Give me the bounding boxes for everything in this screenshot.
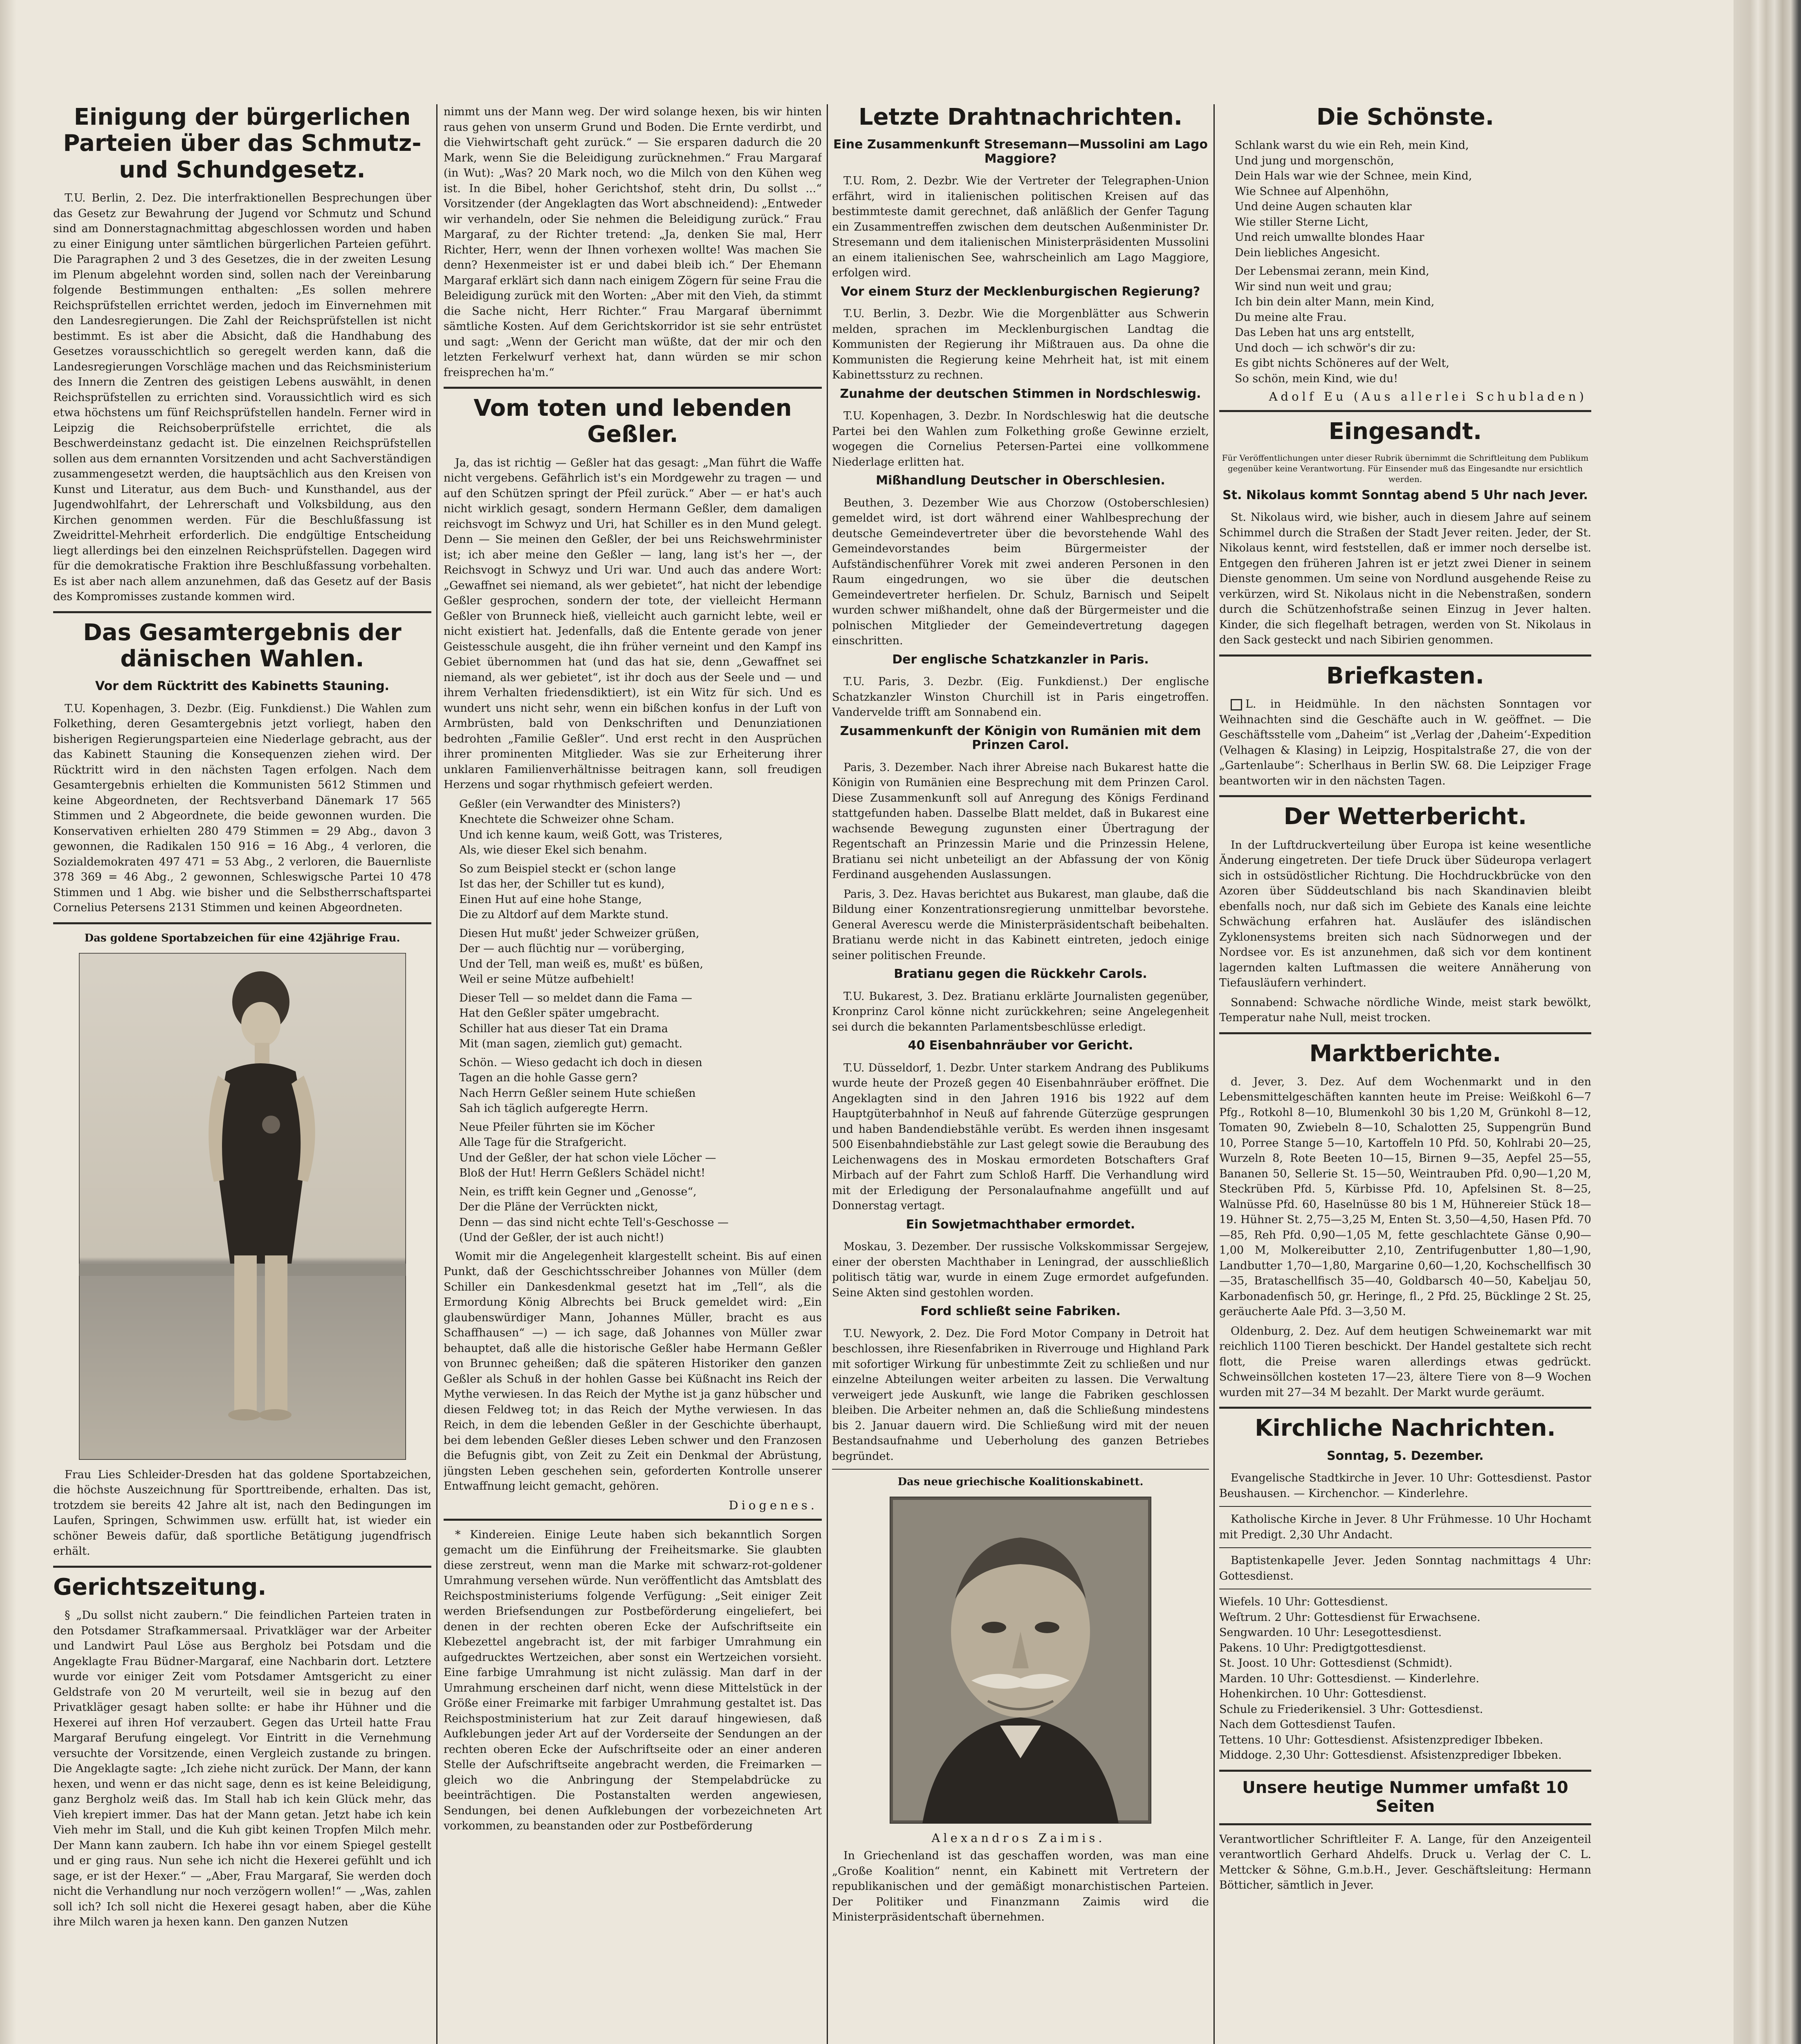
- news-subheadline: Der englische Schatzkanzler in Paris.: [892, 652, 1149, 667]
- section-divider: [1219, 654, 1591, 657]
- poem-stanza: Geßler (ein Verwandter des Ministers?) Knechtete die Schweizer ohne Scham. Und ich kenne kaum, weiß Gott, was Tristeres, Als, wie dieser Ekel sich benahm.: [459, 798, 723, 857]
- article-headline-daenische-wahlen: Das Gesamtergebnis der dänischen Wahlen.: [83, 619, 401, 672]
- article-body-nikolaus: St. Nikolaus wird, wie bisher, auch in diesem Jahre auf seinem Schimmel durch die Straßen der Stadt Jever reiten. Jeder, der St. Nikolaus kennt, wird feststellen, daß er immer noch derselbe ist. Entgegen den früheren Jahren ist er jetzt zwei Diener in seinem Dienste genommen. Um seine von Nordlund ausgehende Reise zu verkürzen, wird St. Nikolaus nicht in die Nebenstraßen, sondern durch die Schützenhofstraße seinen Einzug in Jever halten. Kinder, die sich flegelhaft betragen, werden von St. Nikolaus in den Sack gesteckt und nach Sibirien genommen.: [1219, 511, 1591, 647]
- section-divider: [1219, 1770, 1591, 1772]
- section-headline-wetterbericht: Der Wetterbericht.: [1283, 803, 1527, 830]
- article-body-marktbericht-jever: d. Jever, 3. Dez. Auf dem Wochenmarkt und in den Lebensmittelgeschäften kannten heute im Preise: Weißkohl 6—7 Pfg., Rotkohl 8—10, Blumenkohl 30 bis 1,20 M, Grünkohl 8—12, Tomaten 90, Zwiebeln 8—10, Schalotten 25, Suppengrün Bund 10, Porree Stange 5—10, Kartoffeln 10 Pfd. 50, Kohlrabi 20—25, Wurzeln 8, Rote Beeten 10—15, Birnen 9—35, Aepfel 25—55, Bananen 50, Sellerie St. 15—50, Weintrauben Pfd. 0,90—1,20 M, Steckrüben Pfd. 5, Kürbisse Pfd. 10, Apfelsinen St. 8—25, Walnüsse Pfd. 60, Haselnüsse 80 bis 1 M, Hühnereier Stück 18—19. Hühner St. 2,75—3,25 M, Enten St. 3,50—4,50, Hasen Pfd. 70—85, Reh Pfd. 0,90—1,05 M, fette geschlachtete Gänse 0,90—1,00 M, Molkereibutter 2,10, Zentrifugenbutter 1,80—1,90, Landbutter 1,70—1,80, Margarine 0,60—1,20, Kochschellfisch 30—35, Brataschellfisch 35—40, Goldbarsch 40—50, Kabeljau 50, Karbonadenfisch 50, gr. Heringe, fl., 2 Pfd. 25, Bücklinge 2 St. 25, geräucherte Aale Pfd. 3—3,50 M.: [1219, 1075, 1591, 1318]
- photo-title-sportabzeichen: Das goldene Sportabzeichen für eine 42jährige Frau.: [84, 932, 400, 944]
- news-item: T.U. Newyork, 2. Dez. Die Ford Motor Company in Detroit hat beschlossen, ihre Riesenfabriken in Riverrouge und Highland Park mit sofortiger Wirkung für unbestimmte Zeit zu schließen und nur einzelne Abteilungen weiter arbeiten zu lassen. Die Verwaltung verweigert jede Auskunft, wie lange die Fabriken geschlossen bleiben. Die Arbeiter nehmen an, daß die Schließung mindestens bis 2. Januar dauern wird. Die Schließung wird mit der neuen Bestandsaufnahme und Ueberholung des ganzen Betriebes begründet.: [832, 1327, 1209, 1463]
- article-headline-gessler: Vom toten und lebenden Geßler.: [473, 395, 792, 448]
- imprint: Verantwortlicher Schriftleiter F. A. Lange, für den Anzeigenteil verantwortlich Gerhard Ahdelfs. Druck u. Verlag der C. L. Mettcker & Söhne, G.m.b.H., Jever. Geschäftsleitung: Hermann Bötticher, sämtlich in Jever.: [1219, 1833, 1591, 1892]
- column-3: [832, 104, 1209, 2044]
- poem-stanza: Dieser Tell — so meldet dann die Fama — Hat den Geßler später umgebracht. Schiller hat aus dieser Tat ein Drama Mit (man sagen, ziemlich gut) gemacht.: [459, 991, 693, 1051]
- poem-author: Adolf Eu (Aus allerlei Schubladen): [1269, 390, 1587, 404]
- section-divider: [832, 1469, 1209, 1470]
- column-2: [444, 104, 822, 2044]
- article-subheadline: Vor dem Rücktritt des Kabinetts Stauning.: [95, 679, 390, 694]
- section-headline-kirchliche-nachrichten: Kirchliche Nachrichten.: [1255, 1415, 1556, 1442]
- photo-portrait: [890, 1497, 1151, 1824]
- article-body-gerichtszeitung: § „Du sollst nicht zaubern.“ Die feindlichen Parteien traten in den Potsdamer Strafkammersaal. Privatkläger war der Arbeiter und Landwirt Paul Löse aus Bergholz bei Potsdam und die Angeklagte Frau Büdner-Margaraf, eine Nachbarin dort. Letztere wurde vor einiger Zeit vom Potsdamer Amtsgericht zu einer Geldstrafe von 20 M verurteilt, weil sie in bezug auf den Privatkläger gesagt haben sollte: er habe ihr Hühner und die Hexerei auf ihren Hof verzaubert. Gegen das Urteil hatte Frau Margaraf Berufung eingelegt. Vor Eintritt in die Vernehmung versuchte der Vorsitzende, einen Vergleich zustande zu bringen. Die Angeklagte sagte: „Ich ziehe nicht zurück. Der Mann, der kann hexen, und wenn er das nicht sage, denn es ist keine Beleidigung, ganz Bergholz weiß das. Im Stall hab ich kein Glück mehr, das Vieh krepiert immer. Das hat der Mann getan. Jetzt habe ich kein Vieh mehr im Stall, und die Kuh gibt keinen Tropfen Milch mehr. Der Mann kann zaubern. Ich habe ihn vor einem Spiegel gestellt und er ging raus. Nun sehe ich nicht die Hexerei gefühlt und ich sage, er ist der Hexer.“ — „Aber, Frau Margaraf, Sie werden doch nicht die Verhandlung nur noch verzögern wollen!“ — „Was, zahlen soll ich? Ich soll nicht die Hexerei gesagt haben, aber die Kühe ihre Milch waren ja hexen kann. Den ganzen Nutzen: [53, 1609, 431, 1929]
- section-divider: [1219, 410, 1591, 412]
- article-body-gessler: Ja, das ist richtig — Geßler hat das gesagt: „Man führt die Waffe nicht vergebens. Gefährlich ist's ein Mordgewehr zu tragen — und auf den Schützen springt der Pfeil zurück.“ Aber — er hat's auch nicht wirklich gesagt, sondern Hermann Geßler, dem damaligen reichsvogt im Schwyz und Uri, hat Schiller es in den Mund gelegt. Denn — Sie meinen den Geßler, der bei uns Reichswehrminister ist; ich aber meine den Geßler — lang, lang ist's her —, der Reichsvogt in Schwyz und Uri war. Und auch das andere Wort: „Gewaffnet sei niemand, als wer gebietet“, hat nicht der lebendige Geßler gesprochen, sondern der tote, der vielleicht Hermann Geßler von Brunneck hieß, vielleicht auch garnicht lebte, weil er nicht existiert hat. Jedenfalls, daß die Entente gerade von jener Geistesschule ausgeht, die ihn früher verneint und den Kampf ins Gebiet übernommen hat (und das hat sie, denn „Gewaffnet sei niemand, als wer gebietet“, ist ihr doch aus der Seele und — und ihrem Verhalten friedensdiktiert), ist ein Witz für sich. Und es wundert uns nicht sehr, wenn ein bißchen konfus in der Luft von Armbrüsten, bald von Denkschriften und Denunziationen bedrohten „Familie Geßler“. Und erst recht in den Ausprüchen ihrer prominenten Mitglieder. Was sie zur Erheiterung ihrer unklaren Familienverhältnisse beitragen kann, soll freudigen Herzens und sogar rhythmisch gefeiert werden.: [444, 456, 822, 791]
- issue-page-count: Unsere heutige Nummer umfaßt 10 Seiten: [1242, 1778, 1568, 1816]
- photo-caption-name: Alexandros Zaimis.: [931, 1831, 1106, 1845]
- article-body-briefkasten: [1219, 697, 1591, 789]
- news-item: T.U. Rom, 2. Dezbr. Wie der Vertreter der Telegraphen-Union erfährt, wird in italienischen politischen Kreisen auf das bestimmteste damit gerechnet, daß anläßlich der Genfer Tagung ein Zusammentreffen zwischen dem deutschen Außenminister Dr. Stresemann und dem italienischen Ministerpräsidenten Mussolini an einem italienischen See, wahrscheinlich am Lago Maggiore, erfolgen wird.: [832, 175, 1209, 280]
- briefkasten-text: L. in Heidmühle. In den nächsten Sonntagen vor Weihnachten sind die Geschäfte auch in W. geöffnet. — Die Geschäftsstelle vom „Daheim“ ist „Verlag der ‚Daheim‘-Expedition (Velhagen & Klasing) in Leipzig, Hospitalstraße 27, die von der „Gartenlaube“: Scherlhaus in Berlin SW. 68. Die Leipziger Frage beantworten wir in den nächsten Tagen.: [1219, 698, 1591, 787]
- news-subheadline: Eine Zusammenkunft Stresemann—Mussolini am Lago Maggiore?: [833, 137, 1208, 166]
- poem-title-die-schoenste: Die Schönste.: [1316, 104, 1494, 130]
- article-body-kindereien: * Kindereien. Einige Leute haben sich bekanntlich Sorgen gemacht um die Einführung der Freiheitsmarke. Sie glaubten diese zerstreut, wenn man die Marke mit schwarz-rot-goldener Umrahmung versehen würde. Nun veröffentlicht das Amtsblatt des Reichspostministeriums folgende Verfügung: „Seit einiger Zeit werden Briefsendungen zur Postbeförderung eingeliefert, bei denen in der rechten oberen Ecke der Aufschriftseite ein Klebezettel angebracht ist, der mit farbiger Umrahmung ein aufgedrucktes Wertzeichen, aber sonst ein Wertzeichen vorsieht. Eine farbige Umrahmung ist nicht zulässig. Man darf in der Umrahmung erscheinen darf nicht, wenn diese Mittelstück in der Größe einer Freimarke mit farbiger Umrahmung gestaltet ist. Das Reichspostministerium hat zur Zeit darauf hingewiesen, daß Aufklebungen jeder Art auf der Vorderseite der Sendungen an der rechten oberen Ecke der Aufschriftseite oder an einer anderen Stelle der Aufschriftseite angebracht werden, die Freimarken — gleich wo die Anbringung der Stempelabdrücke zu beeinträchtigen. Die Postanstalten werden angewiesen, Sendungen, bei denen Aufklebungen der vorbezeichneten Art vorkommen, zu beanstanden oder zur Postbeförderung: [444, 1528, 822, 1833]
- news-item: T.U. Bukarest, 3. Dez. Bratianu erklärte Journalisten gegenüber, Kronprinz Carol könne nicht zurückkehren; seine Angelegenheit sei durch die bekannten Parlamentsbeschlüsse erledigt.: [832, 990, 1209, 1033]
- news-item: Moskau, 3. Dezember. Der russische Volkskommissar Sergejew, einer der obersten Machthaber in Leningrad, der ausschließlich politisch tätig war, wurde in einem Zuge ermordet aufgefunden. Seine Akten sind gestohlen worden.: [832, 1240, 1209, 1299]
- poem-stanza: Schön. — Wieso gedacht ich doch in diesen Tagen an die hohle Gasse gern? Nach Herrn Geßler seinem Hute schießen Sah ich täglich aufgeregte Herrn.: [459, 1056, 702, 1115]
- section-headline-briefkasten: Briefkasten.: [1326, 662, 1485, 689]
- news-item: Paris, 3. Dezember. Nach ihrer Abreise nach Bukarest hatte die Königin von Rumänien eine Besprechung mit dem Prinzen Carol. Diese Zusammenkunft soll auf Anregung des Königs Ferdinand stattgefunden haben. Dasselbe Blatt meldet, daß in Bukarest eine wachsende Bewegung zugunsten einer Übertragung der Regentschaft an Prinzessin Marie und die Prinzessin Helene, Bratianu sei nicht unbeteiligt an der Abfassung der von König Ferdinand ausgehenden Auslassungen.: [832, 761, 1209, 881]
- photo-swimmer: [79, 953, 406, 1460]
- article-body-schundgesetz: T.U. Berlin, 2. Dez. Die interfraktionellen Besprechungen über das Gesetz zur Bewahrung der Jugend vor Schmutz und Schund sind am Donnerstagnachmittag abgeschlossen worden und haben zu einer Einigung unter sämtlichen bürgerlichen Parteien geführt. Die Paragraphen 2 und 3 des Gesetzes, die in der zweiten Lesung im Plenum abgelehnt worden sind, sollen nach der Vereinbarung folgende Bestimmungen enthalten: „Es sollen mehrere Reichsprüfstellen errichtet werden, jedoch im Einvernehmen mit den Landesregierungen. Die Zahl der Reichsprüfstellen ist nicht bestimmt. Es ist aber die Absicht, daß die Handhabung des Gesetzes vorausschichtlich so geregelt werden kann, daß die Landesregierungen Vorschläge machen und das Reichsministerium des Innern die Zentren des geistigen Lebens auswählt, in denen Reichsprüfstellen zu errichten sind. Voraussichtlich wird es sich etwa höchstens um fünf Reichsprüfstellen handeln. Ferner wird in Leipzig die Reichsoberprüfstelle errichtet, die als Beschwerdeinstanz gedacht ist. Die einzelnen Reichsprüfstellen sollen aus dem ernannten Vorsitzenden und acht Sachverständigen zusammengesetzt werden, die hauptsächlich aus den Kreisen von Kunst und Literatur, aus dem Buch- und Kunsthandel, aus der Jugendwohlfahrt, der Lehrerschaft und Volksbildung, aus den Kirchen genommen werden. Für die Beschlußfassung ist Zweidrittel-Mehrheit erforderlich. Die endgültige Entscheidung liegt allerdings bei den einzelnen Reichsprüfstellen. Dagegen wird für die demokratische Fraktion ihre Beschlußfassung vorbehalten. Es ist aber nach allem anzunehmen, daß das Gesetz auf der Basis des Kompromisses zustande kommen wird.: [53, 192, 431, 603]
- news-subheadline: 40 Eisenbahnräuber vor Gericht.: [908, 1038, 1133, 1053]
- section-divider: [53, 922, 431, 924]
- section-divider: [444, 387, 822, 389]
- poem-stanza: Schlank warst du wie ein Reh, mein Kind, Und jung und morgenschön, Dein Hals war wie der Schnee, mein Kind, Wie Schnee auf Alpenhöhn, Und deine Augen schauten klar Wie stiller Sterne Licht, Und reich umwallte blondes Haar Dein liebliches Angesicht.: [1235, 139, 1472, 259]
- news-item: T.U. Kopenhagen, 3. Dezbr. In Nordschleswig hat die deutsche Partei bei den Wahlen zum Folkething große Gewinne erzielt, wogegen die Cornelius Petersen-Partei eine vollkommene Niederlage erlitten hat.: [832, 410, 1209, 468]
- section-divider: [53, 611, 431, 613]
- section-divider: [1219, 1407, 1591, 1409]
- disclaimer-eingesandt: Für Veröffentlichungen unter dieser Rubrik übernimmt die Schriftleitung dem Publikum gegenüber keine Verantwortung. Für Einsender muß das Eingesandte nur ersichtlich werden.: [1222, 453, 1589, 484]
- poem-stanza: Diesen Hut mußt' jeder Schweizer grüßen, Der — auch flüchtig nur — vorüberging, Und der Tell, man weiß es, mußt' es büßen, Weil er seine Mütze aufbehielt!: [459, 927, 704, 986]
- column-rule: [1213, 104, 1215, 2044]
- column-1: [53, 104, 431, 2044]
- section-divider: [1219, 1547, 1591, 1548]
- news-item: T.U. Düsseldorf, 1. Dezbr. Unter starkem Andrang des Publikums wurde heute der Prozeß gegen 40 Eisenbahnräuber eröffnet. Die Angeklagten sind in den Jahren 1916 bis 1922 auf dem Hauptgüterbahnhof in Neuß auf fahrende Güterzüge gesprungen und haben Bandendiebstähle verübt. Es werden ihnen insgesamt 500 Eisenbahndiebstähle zur Last gelegt sowie die Beraubung des Leichenwagens des in Moskau ermordeten Botschafters Graf Mirbach auf der Fahrt zum Schloß Harff. Die Verhandlung wird mit der Erledigung der Personalaufnahme angefüllt und auf Donnerstag vertagt.: [832, 1061, 1209, 1213]
- news-subheadline: St. Nikolaus kommt Sonntag abend 5 Uhr nach Jever.: [1222, 488, 1588, 502]
- section-headline-eingesandt: Eingesandt.: [1328, 418, 1482, 445]
- section-headline-drahtnachrichten: Letzte Drahtnachrichten.: [858, 104, 1183, 130]
- checkbox-glyph: [1231, 699, 1242, 710]
- section-date: Sonntag, 5. Dezember.: [1327, 1448, 1484, 1463]
- section-divider: [1219, 1032, 1591, 1034]
- news-item: Paris, 3. Dez. Havas berichtet aus Bukarest, man glaube, daß die Bildung einer Konzentrationsregierung unmittelbar bevorstehe. General Averescu werde die Ministerpräsidentschaft beibehalten. Bratianu werde nicht in das Kabinett eintreten, jedoch einige seiner politischen Freunde.: [832, 888, 1209, 962]
- section-headline-gerichtszeitung: Gerichtszeitung.: [53, 1573, 267, 1600]
- news-subheadline: Zunahme der deutschen Stimmen in Nordschleswig.: [840, 386, 1201, 401]
- news-item: T.U. Berlin, 3. Dezbr. Wie die Morgenblätter aus Schwerin melden, sprachen im Mecklenburgischen Landtag die Kommunisten der Regierung ihr Mißtrauen aus. Da ohne die Kommunisten die Regierung keine Mehrheit hat, ist mit einem Kabinettssturz zu rechnen.: [832, 307, 1209, 382]
- church-notice-list: Wiefels. 10 Uhr: Gottesdienst. Weſtrum. 2 Uhr: Gottesdienst für Erwachsene. Sengwarden. 10 Uhr: Lesegottesdienst. Pakens. 10 Uhr: Predigtgottesdienst. St. Joost. 10 Uhr: Gottesdienst (Schmidt). Marden. 10 Uhr: Gottesdienst. — Kinderlehre. Hohenkirchen. 10 Uhr: Gottesdienst. Schule zu Friederikensiel. 3 Uhr: Gottesdienst. Nach dem Gottesdienst Taufen. Tettens. 10 Uhr: Gottesdienst. Afsistenzprediger Ibbeken. Middoge. 2,30 Uhr: Gottesdienst. Afsistenzprediger Ibbeken.: [1219, 1596, 1562, 1762]
- poem-stanza: Der Lebensmai zerann, mein Kind, Wir sind nun weit und grau; Ich bin dein alter Mann, mein Kind, Du meine alte Frau. Das Leben hat uns arg entstellt, Und doch — ich schwör's dir zu: Es gibt nichts Schöneres auf der Welt, So schön, mein Kind, wie du!: [1235, 265, 1449, 385]
- book-page-edges: [1734, 0, 1801, 2044]
- article-body-marktbericht-oldenburg: Oldenburg, 2. Dez. Auf dem heutigen Schweinemarkt war mit reichlich 1100 Tieren beschickt. Der Handel gestaltete sich recht flott, die Preise waren allerdings etwas gedrückt. Schweinsöllchen kosteten 17—23, ältere Tiere von 8—9 Wochen wurden mit 27—34 M bezahlt. Der Markt wurde geräumt.: [1219, 1325, 1591, 1399]
- column-4: [1219, 104, 1591, 2044]
- article-body-gessler-2: Womit mir die Angelegenheit klargestellt scheint. Bis auf einen Punkt, daß der Geschichtsschreiber Johannes von Müller (dem Schiller ein Dankesdenkmal gesetzt hat im „Tell“, als die Ermordung König Albrechts bei Bruck gemeldet wird: „Ein glaubenswürdiger Mann, Johannes Müller, bracht es aus Schaffhausen“ —) — ich sage, daß Johannes von Müller zwar behauptet, daß alle die historische Geßler habe Hermann Geßler von Brunnec geheißen; daß die späteren Historiker den ganzen Geßler als Schuß in der hohlen Gasse bei Küßnacht ins Reich der Mythe verwiesen. In das Reich der Mythe ist ja ganz hübscher und diesen Feldweg tot; in das Reich der Mythe verwiesen. In das Reich, in dem die lebenden Geßler in der Geschichte überhaupt, bei dem lebenden Geßler dieses Leben schwer und den Franzosen die Befugnis gibt, von Zeit zu Zeit ein Denkmal der Abrüstung, jüngsten Leben geschehen sein, geforderten Kontrolle unserer Entwaffnung leicht gemacht, gehören.: [444, 1250, 822, 1493]
- photo-title-koalitionskabinett: Das neue griechische Koalitionskabinett.: [897, 1476, 1144, 1488]
- article-body-wetterbericht: In der Luftdruckverteilung über Europa ist keine wesentliche Änderung eingetreten. Der tiefe Druck über Südeuropa verlagert sich in ostsüdöstlicher Richtung. Die Hochdruckbrücke von den Azoren über Süddeutschland bis nach Skandinavien bleibt ebenfalls noch, nur daß sich im Gebiete des Kanals eine leichte Schwächung erfahren hat. Ausläufer des isländischen Zyklonensystems breiten sich nach Südnorwegen und der Nordsee vor. Es ist anzunehmen, daß sich vor dem kontinent lagernden kalten Luftmassen die weitere Annäherung von Tiefausläufern verhindert.: [1219, 838, 1591, 990]
- news-subheadline: Ford schließt seine Fabriken.: [920, 1304, 1121, 1319]
- news-subheadline: Bratianu gegen die Rückkehr Carols.: [894, 967, 1147, 982]
- church-notice: Baptistenkapelle Jever. Jeden Sonntag nachmittags 4 Uhr: Gottesdienst.: [1219, 1554, 1591, 1582]
- church-notice: Katholische Kirche in Jever. 8 Uhr Frühmesse. 10 Uhr Hochamt mit Predigt. 2,30 Uhr Andacht.: [1219, 1513, 1591, 1541]
- poem-stanza: Nein, es trifft kein Gegner und „Genosse“, Der die Pläne der Verrückten nickt, Denn — das sind nicht echte Tell's-Geschosse — (Und der Geßler, der ist auch nicht!): [459, 1185, 729, 1244]
- article-body-daenische-wahlen: T.U. Kopenhagen, 3. Dezbr. (Eig. Funkdienst.) Die Wahlen zum Folkething, deren Gesamtergebnis jetzt vorliegt, haben den bisherigen Regierungsparteien eine Niederlage gebracht, aus der das Kabinett Stauning die Konsequenzen ziehen wird. Der Rücktritt wird in den nächsten Tagen erfolgen. Nach dem Gesamtergebnis erhielten die Kommunisten 5612 Stimmen und keine Abgeordneten, der Rechtsverband Dänemark 17 565 Stimmen und 2 Abgeordnete, die beide gewonnen wurden. Die Konservativen erhielten 280 479 Stimmen = 29 Abg., davon 3 gewonnen, die Radikalen 150 916 = 16 Abg., 4 verloren, die Sozialdemokraten 497 471 = 53 Abg., 2 verloren, die Bauernliste 378 369 = 46 Abg., 2 gewonnen, Schleswigsche Partei 10 478 Stimmen und 1 Abg. wie bisher und die Selbstherrschaftspartei Cornelius Petersens 2131 Stimmen und keinen Abgeordneten.: [53, 702, 431, 914]
- news-subheadline: Zusammenkunft der Königin von Rumänien mit dem Prinzen Carol.: [840, 724, 1201, 753]
- news-item: T.U. Paris, 3. Dezbr. (Eig. Funkdienst.) Der englische Schatzkanzler Winston Churchill ist in Paris eingetroffen. Vandervelde trifft am Sonnabend ein.: [832, 675, 1209, 719]
- poem-stanza: Neue Pfeiler führten sie im Köcher Alle Tage für die Strafgericht. Und der Geßler, der hat schon viele Löcher — Bloß der Hut! Herrn Geßlers Schädel nicht!: [459, 1121, 716, 1180]
- photo-caption-koalitionskabinett: In Griechenland ist das geschaffen worden, was man eine „Große Koalition“ nennt, ein Kabinett mit Vertretern der republikanischen und der gemäßigt monarchistischen Parteien. Der Politiker und Finanzmann Zaimis wird die Ministerpräsidentschaft übernehmen.: [832, 1849, 1209, 1924]
- poem-stanza: So zum Beispiel steckt er (schon lange Ist das her, der Schiller tut es kund), Einen Hut auf eine hohe Stange, Die zu Altdorf auf dem Markte stund.: [459, 862, 676, 921]
- news-subheadline: Mißhandlung Deutscher in Oberschlesien.: [876, 473, 1165, 488]
- article-headline-schundgesetz: Einigung der bürgerlichen Parteien über das Schmutz- und Schundgesetz.: [63, 104, 422, 183]
- column-rule: [436, 104, 437, 2044]
- photo-swimmer-image: [79, 953, 406, 1460]
- article-signature: Diogenes.: [729, 1498, 818, 1512]
- news-item: Beuthen, 3. Dezember Wie aus Chorzow (Ostoberschlesien) gemeldet wird, ist dort während einer Wahlbesprechung der deutsche Gemeindevertreter über die bevorstehende Wahl des Gemeindevorstandes beim Bürgermeister der Aufständischenführer Vorek mit zwei anderen Personen in den Raum eingedrungen, wo sie über die deutschen Gemeindevertreter herfielen. Dr. Schulz, Barnisch und Seipelt wurden schwer mißhandelt, ohne daß der Bürgermeister und die polnischen Mitglieder der Gemeindevertretung dagegen einschritten.: [832, 496, 1209, 648]
- church-notice: Evangelische Stadtkirche in Jever. 10 Uhr: Gottesdienst. Pastor Beushausen. — Kirchenchor. — Kinderlehre.: [1219, 1472, 1591, 1500]
- section-divider: [1219, 1506, 1591, 1507]
- news-subheadline: Vor einem Sturz der Mecklenburgischen Regierung?: [841, 284, 1200, 299]
- page-gutter-shadow: [0, 0, 16, 2044]
- article-body-gerichtszeitung-cont: nimmt uns der Mann weg. Der wird solange hexen, bis wir hinten raus gehen von unserm Grund und Boden. Die Ernte verdirbt, und die Viehwirtschaft geht zurück.“ — Sie ersparen dadurch die 20 Mark, wenn Sie die Beleidigung zurücknehmen.“ Frau Margaraf (in Wut): „Was? 20 Mark noch, wo die Milch von den Kühen weg ist. In die Bibel, hoher Gerichtshof, steht drin, Du sollst ...“ Vorsitzender (der Angeklagten das Wort abschneidend): „Entweder wir verhandeln, oder Sie nehmen die Beleidigung zurück.“ Frau Margaraf, zu der Richter tretend: „Ja, denken Sie mal, Herr Richter, Herr, wenn der Ihnen vorhexen wollte! Was machen Sie denn? Hexenmeister ist er und dabei bleib ich.“ Der Ehemann Margaraf erklärt sich dann nach einigem Zögern für seine Frau die Beleidigung zurück mit den Worten: „Aber mit den Vieh, da stimmt die Sache nicht, Herr Richter.“ Frau Margaraf übernimmt sämtliche Kosten. Auf dem Gerichtskorridor ist sie sehr entrüstet und sagt: „Wenn der Gericht man wüßte, dat der mir och den letzten Ferkelwurf verhext hat, dann würden se mir schon freisprechen ha'm.“: [444, 105, 822, 379]
- column-rule: [827, 104, 828, 2044]
- section-divider: [1219, 1823, 1591, 1825]
- section-headline-marktberichte: Marktberichte.: [1309, 1040, 1501, 1067]
- photo-portrait-image: [890, 1497, 1151, 1824]
- section-divider: [444, 1519, 822, 1521]
- photo-caption-sportabzeichen: Frau Lies Schleider-Dresden hat das goldene Sportabzeichen, die höchste Auszeichnung für Sporttreibende, erhalten. Das ist, trotzdem sie bereits 42 Jahre alt ist, nach den Bedingungen im Laufen, Springen, Schwimmen usw. erfüllt hat, ist wieder ein schöner Beweis dafür, daß sportliche Betätigung jugendfrisch erhält.: [53, 1468, 431, 1558]
- article-body-wettervorhersage: Sonnabend: Schwache nördliche Winde, meist stark bewölkt, Temperatur nahe Null, meist trocken.: [1219, 996, 1591, 1024]
- section-divider: [53, 1566, 431, 1568]
- section-divider: [1219, 795, 1591, 797]
- news-subheadline: Ein Sowjetmachthaber ermordet.: [906, 1217, 1135, 1232]
